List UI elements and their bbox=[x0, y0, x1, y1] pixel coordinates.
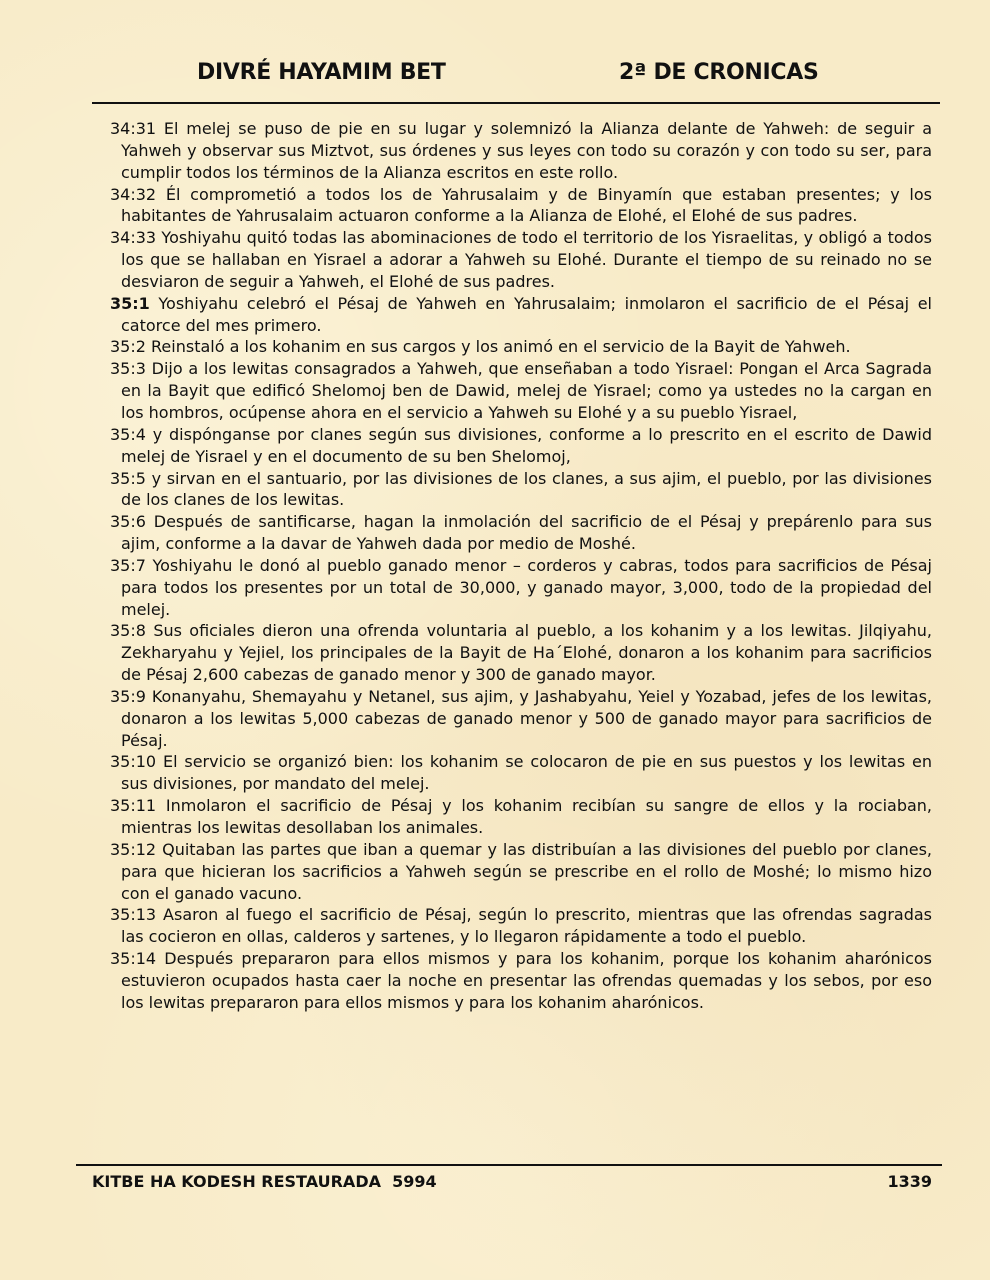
verse-text: Inmolaron el sacrificio de Pésaj y los kohanim recibían su sangre de ellos y la rociaban, mientras los lewitas desollaban los animales. bbox=[121, 796, 933, 837]
verse bbox=[110, 424, 932, 468]
scripture-text bbox=[110, 118, 932, 1014]
verse bbox=[110, 227, 932, 293]
verse-text: Yoshiyahu quitó todas las abominaciones de todo el territorio de los Yisraelitas, y obligó a todos los que se hallaban en Yisrael a adorar a Yahweh su Elohé. Durante el tiempo de su reinado no se desviaron de seguir a Yahweh, el Elohé de sus padres. bbox=[121, 228, 932, 291]
verse-ref: 35:14 bbox=[110, 949, 157, 969]
verse-text: Él comprometió a todos los de Yahrusalaim y de Binyamín que estaban presentes; y los habitantes de Yahrusalaim actuaron conforme a la Alianza de Elohé, el Elohé de sus padres. bbox=[121, 184, 932, 226]
verse-ref: 35:4 bbox=[110, 424, 146, 444]
verse-ref: 35:5 bbox=[110, 468, 146, 488]
verse-ref: 35:12 bbox=[110, 839, 157, 859]
verse-text: Konanyahu, Shemayahu y Netanel, sus ajim, y Jashabyahu, Yeiel y Yozabad, jefes de los lewitas, donaron a los lewitas 5,000 cabezas de ganado menor y 500 de ganado mayor para sacrificios de Pésaj. bbox=[121, 686, 932, 750]
verse-ref: 34:31 bbox=[110, 119, 157, 138]
verse-text: Yoshiyahu celebró el Pésaj de Yahweh en Yahrusalaim; inmolaron el sacrificio de el Pésaj el catorce del mes primero. bbox=[121, 293, 932, 335]
verse-text: Dijo a los lewitas consagrados a Yahweh, que enseñaban a todo Yisrael: Pongan el Arca Sagrada en la Bayit que edificó Shelomoj ben de Dawid, melej de Yisrael; como ya ustedes no la cargan en los hombros, ocúpense ahora en el servicio a Yahweh su Elohé y a su pueblo Yisrael, bbox=[121, 359, 932, 422]
verse-ref: 35:6 bbox=[110, 512, 146, 532]
verse-ref: 34:33 bbox=[110, 228, 157, 248]
verse-ref: 35:11 bbox=[110, 796, 157, 816]
page-header bbox=[92, 56, 940, 104]
verse bbox=[110, 904, 932, 948]
verse-ref: 35:3 bbox=[110, 359, 146, 379]
verse bbox=[110, 184, 932, 228]
verse bbox=[110, 839, 932, 905]
verse-text: Quitaban las partes que iban a quemar y las distribuían a las divisiones del pueblo por clanes, para que hicieran los sacrificios a Yahweh según se prescribe en el rollo de Moshé; lo mismo hizo con el ganado vacuno. bbox=[121, 839, 932, 903]
verse-ref: 35:2 bbox=[110, 337, 146, 357]
book-title-spanish: 2ª DE CRONICAS bbox=[619, 60, 819, 85]
verse-text: Después de santificarse, hagan la inmolación del sacrificio de el Pésaj y prepárenlo para sus ajim, conforme a la davar de Yahweh dada por medio de Moshé. bbox=[121, 512, 932, 554]
verse bbox=[110, 948, 932, 1014]
verse-ref: 35:8 bbox=[110, 621, 146, 641]
verse-ref: 35:7 bbox=[110, 555, 146, 575]
verse-text: Asaron al fuego el sacrificio de Pésaj, según lo prescrito, mientras que las ofrendas sagradas las cocieron en ollas, calderos y sartenes, y lo llegaron rápidamente a todo el pueblo. bbox=[121, 905, 933, 947]
verse bbox=[110, 620, 932, 686]
verse-ref: 35:9 bbox=[110, 686, 146, 706]
verse-text: y dispónganse por clanes según sus divisiones, conforme a lo prescrito en el escrito de Dawid melej de Yisrael y en el documento de su ben Shelomoj, bbox=[121, 424, 932, 466]
verse bbox=[110, 795, 932, 839]
verse bbox=[110, 336, 932, 358]
page-number: 1339 bbox=[887, 1172, 932, 1191]
verse bbox=[110, 686, 932, 752]
verse-text: El melej se puso de pie en su lugar y solemnizó la Alianza delante de Yahweh: de seguir a Yahweh y observar sus Miztvot, sus órdenes y sus leyes con todo su corazón y con todo su ser, para cumplir todos los términos de la Alianza escritos en este rollo. bbox=[121, 119, 932, 182]
verse-text: El servicio se organizó bien: los kohanim se colocaron de pie en sus puestos y los lewitas en sus divisiones, por mandato del melej. bbox=[121, 752, 932, 794]
verse-text: Reinstaló a los kohanim en sus cargos y los animó en el servicio de la Bayit de Yahweh. bbox=[151, 337, 851, 357]
verse-ref: 35:10 bbox=[110, 752, 157, 772]
verse-text: y sirvan en el santuario, por las divisiones de los clanes, a sus ajim, el pueblo, por las divisiones de los clanes de los lewitas. bbox=[121, 468, 933, 510]
verse bbox=[110, 468, 932, 512]
verse bbox=[110, 358, 932, 424]
verse-ref: 35:13 bbox=[110, 905, 157, 925]
verse bbox=[110, 511, 932, 555]
verse-text: Sus oficiales dieron una ofrenda voluntaria al pueblo, a los kohanim y a los lewitas. Jilqiyahu, Zekharyahu y Yejiel, los principales de la Bayit de Ha´Elohé, donaron a los kohanim para sacrificios de Pésaj 2,600 cabezas de ganado menor y 300 de ganado mayor. bbox=[121, 621, 932, 685]
verse-text: Después prepararon para ellos mismos y para los kohanim, porque los kohanim aharónicos estuvieron ocupados hasta caer la noche en presentar las ofrendas quemadas y los sebos, por eso los lewitas prepararon para ellos mismos y para los kohanim aharónicos. bbox=[121, 949, 932, 1012]
chapter-start-ref: 35:1 bbox=[110, 293, 150, 313]
verse-ref: 34:32 bbox=[110, 184, 157, 204]
edition-label: KITBE HA KODESH RESTAURADA 5994 bbox=[92, 1172, 437, 1191]
verse bbox=[110, 293, 932, 337]
verse-text: Yoshiyahu le donó al pueblo ganado menor – corderos y cabras, todos para sacrificios de Pésaj para todos los presentes por un total de 30,000, y ganado mayor, 3,000, todo de la propiedad del melej. bbox=[121, 555, 932, 619]
page-footer bbox=[76, 1164, 942, 1198]
verse bbox=[110, 751, 932, 795]
verse bbox=[110, 118, 932, 184]
verse bbox=[110, 555, 932, 621]
book-title: DIVRÉ HAYAMIM BET bbox=[197, 60, 446, 85]
